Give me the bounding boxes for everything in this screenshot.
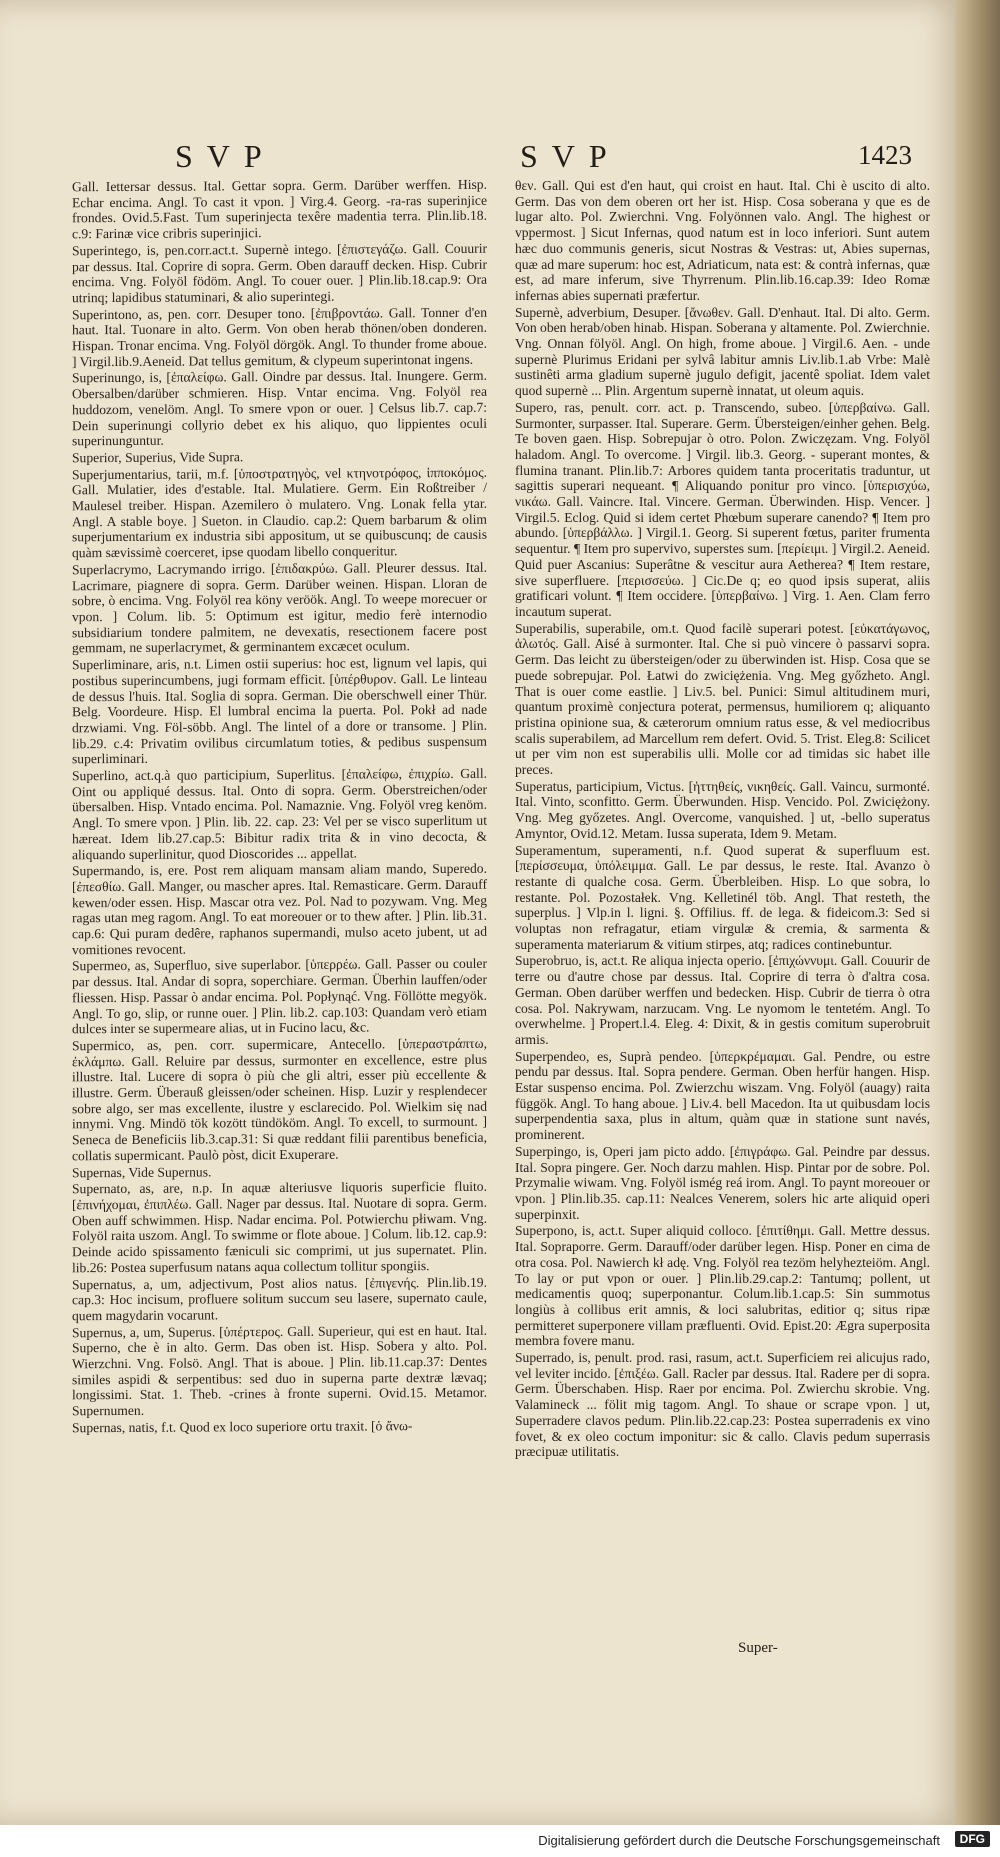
dictionary-entry: Supermico, as, pen. corr. supermicare, Antecello. [ὑπεραστράπτω, ἐκλάμπω. Gall. Reluire par dessus, surmonter en excellence, estre plus illustre. Ital. Lucere di sopra ò più che gli altri, esser più eccellente & illustre. Germ. Überauß gleissen/oder scheinen. Hisp. Luzir y resplendecer sobre algo, ser mas excellente, ilustre y esclarecido. Pol. Wielkim się nad innymi. Vng. Mindö tök kozött tündököm. Angl. To excell, to surmount. ] Seneca de Beneficiis lib.3.cap.31: Si quæ reddant filii parentibus beneficia, collatis supermicant. Paulò pòst, dicit Exuperare. [72, 1035, 487, 1164]
right-column [515, 178, 930, 1461]
dictionary-entry: Superpendeo, es, Suprà pendeo. [ὑπερκρέμαμαι. Gal. Pendre, ou estre pendu par dessus. Ital. Sopra pendere. German. Oben herfür hangen. Hisp. Estar suspenso encima. Pol. Zwierzchu wiszam. Vng. Folyöl (auagy) raita függök. Angl. To hang aboue. ] Liv.4. bell Macedon. Ita ut quibusdam locis superpendentia saxa, plus in altum, quàm quæ in statione sunt navés, prominerent. [515, 1048, 930, 1143]
dictionary-entry: Superlacrymo, Lacrymando irrigo. [ἐπιδακρύω. Gall. Pleurer dessus. Ital. Lacrimare, piagnere di sopra. Germ. Darüber weinen. Hispan. Lloran de sobre, ò encima. Vng. Folyöl rea köny veröök. Angl. To weepe morecuer or vpon. ] Colum. lib. 5: Optimum est igitur, medio ferè internodio subsidiarium tondere palmitem, ne devexatis, resectionem facere post gemmam, ne superlacrymet, & germinantem excæcet oculum. [72, 559, 487, 656]
dictionary-entry: Superlino, act.q.à quo participium, Superlitus. [ἐπαλείφω, ἐπιχρίω. Gall. Oint ou appliqué dessus. Ital. Onto di sopra. Germ. Oberstreichen/oder übersalben. Hisp. Vntado encima. Pol. Namaznie. Vng. Folyöl vreg kenöm. Angl. To smere vpon. ] Plin. lib. 22. cap. 23: Vel per se visco superlitum ut hæreat. Idem lib.27.cap.5: Bibitur radix trita & in vino decocta, & aliquando superlinitur, quod Dioscorides ... appellat. [72, 765, 487, 862]
dictionary-entry: Superpono, is, act.t. Super aliquid colloco. [ἐπιτίθημι. Gall. Mettre dessus. Ital. Sopraporre. Germ. Darauff/oder darüber legen. Hisp. Poner en cima de otra cosa. Pol. Nawierch kł adę. Vng. Folyöl rea tezöm helyhezteiöm. Angl. To lay or put vpon or ouer. ] Plin.lib.29.cap.2: Tantumq; pollent, ut medicamentis quoq; superponantur. Colum.lib.1.cap.5: Sin summotus longiùs à collibus erit amnis, & loci salubritas, editior q; situs ripæ permitteret superponere villam præfluenti. Ovid. Epist.20: Ægra superposita membra fovere manu. [515, 1223, 930, 1349]
running-head-left: SVP [175, 138, 276, 174]
dictionary-entry: Superintono, as, pen. corr. Desuper tono. [ἐπιβροντάω. Gall. Tonner d'en haut. Ital. Tuonare in alto. Germ. Von oben herab thönen/oben donderen. Hispan. Tronar encima. Vng. Folyöl dörgök. Angl. To thunder frome aboue. ] Virgil.lib.9.Aeneid. Dat tellus gemitum, & clypeum superintonat ingens. [72, 304, 487, 370]
dictionary-entry: Superobruo, is, act.t. Re aliqua injecta operio. [ἐπιχώννυμι. Gall. Couurir de terre ou d'autre chose par dessus. Ital. Coprire di terra ò d'altra cosa. German. Oben darüber werffen und bedecken. Hisp. Cubrir de tierra ò otra cosa. Pol. Nakrywam, narzucam. Vng. Le nyomom le tentetém. Angl. To overwhelme. ] Propert.l.4. Eleg. 4: Dixit, & in gestis comitum superobruit armis. [515, 953, 930, 1047]
dictionary-entry: Supermando, is, ere. Post rem aliquam mansam aliam mando, Superedo. [ἐπεσθίω. Gall. Manger, ou mascher apres. Ital. Remasticare. Germ. Darauff kewen/oder essen. Hisp. Mascar otra vez. Pol. Nad to pozywam. Vng. Meg ragas utan meg ragom. Angl. To eat moreouer or to thew after. ] Plin. lib.31. cap.6: Qui puram dedêre, raphanos supermandi, mulso aceto jubent, ut ad vomitiones revocent. [72, 860, 487, 958]
dictionary-entry: Superliminare, aris, n.t. Limen ostii superius: hoc est, lignum vel lapis, qui postibus superincumbens, jugi formam efficit. [ὑπέρθυρον. Gall. Le linteau de dessus l'huis. Ital. Soglia di sopra. German. Die oberschwell einer Thür. Belg. Voordeure. Hisp. El lumbral encima la puerta. Pol. Pokł ad nade drzwiami. Vng. Föl-söbb. Angl. The lintel of a dore or transome. ] Plin. lib.29. c.4: Privatim ovilibus circumlatum toties, & pedibus suspensum superliminari. [72, 654, 487, 767]
dictionary-entry: θεν. Gall. Qui est d'en haut, qui croist en haut. Ital. Chi è uscito di alto. Germ. Das von dem oberen ort her ist. Hisp. Cosa soberana y que es de lugar alto. Pol. Zwierchni. Vng. Folyönnen valo. Angl. The highest or vppermost. ] Sicut Infernas, quod natum est in loco inferiori. Sunt autem hæc duo communis generis, sicut Nostras & Vestras: ut, Abies supernas, quæ ad mare superum: hoc est, Adriaticum, nata est: & contrà infernas, quæ est, ad mare inferum, sive Thyrrenum. Plin.lib.16.cap.39: Ideo Romæ infernas abies supernati præfertur. [515, 178, 930, 303]
dictionary-entry: Supernas, natis, f.t. Quod ex loco superiore ortu traxit. [ὁ ἄνω- [72, 1418, 413, 1436]
dictionary-entry: Superabilis, superabile, om.t. Quod facilè superari potest. [εὐκατάγωνος, ἁλωτός. Gall. Aisé à surmonter. Ital. Che si può vincere ò passarvi sopra. Germ. Das leicht zu übersteigen/oder zu überwinden ist. Hisp. Cosa que se puede sobrepujar. Pol. Łatwi do zwiciężenia. Vng. Meg győzheto. Angl. That is ouer come eastlie. ] Liv.5. bel. Punici: Simul altitudinem muri, quantum proximè conjectura poterat, permensus, humiliorem q; aliquanto pristina opinione sua, & cæterorum omnium ratus esse, & vel mediocribus scalis superabilem, ad Marcellum rem defert. Ovid. 5. Trist. Eleg.8: Scilicet ut per vim non est superabilis ulli. Molle cor ad timidas sic habet ille preces. [515, 620, 930, 778]
footer-bar [0, 1825, 1000, 1857]
dictionary-entry: Superamentum, superamenti, n.f. Quod superat & superfluum est. [περίσσευμα, ὑπόλειμμα. Gall. Le par dessus, le reste. Ital. Avanzo ò restante di qualche cosa. Germ. Überbleiben. Hisp. Lo que sobra, lo restante. Pol. Pozostałek. Vng. Kelletinél töb. Angl. That resteth, the superplus. ] Vlp.in l. ligni. §. Offilius. ff. de lega. & fideicom.3: Sed si voluptas non refragatur, etiam virgulæ & cremia, & sarmenta & superamenta materiarum & vitium stirpes, atq; radices continebuntur. [515, 842, 930, 952]
dictionary-entry: Superior, Superius, Vide Supra. [72, 449, 244, 466]
page-number: 1423 [858, 140, 912, 170]
dictionary-entry: Supero, ras, penult. corr. act. p. Transcendo, subeo. [ὑπερβαίνω. Gall. Surmonter, surpasser. Ital. Superare. Germ. Übersteigen/einher gehen. Belg. Te boven gaen. Hisp. Sobrepujar ò otro. Polon. Zwiczęzam. Vng. Folyöl haladom. Angl. To overcome. ] Virgil. lib.3. Georg. - superant montes, & flumina tranant. Plin.lib.7: Arbores quidem tanta proceritatis traduntur, ut sagittis superari nequeant. ¶ Aliquando ponitur pro vinco. [ὑπερισχύω, νικάω. Gall. Vaincre. Ital. Vincere. German. Überwinden. Hisp. Vencer. ] Virgil.5. Eclog. Quid si idem certet Phœbum superare canendo? ¶ Item pro abundo. [ὑπερβάλλω. ] Virgil.1. Georg. Si superent fœtus, pariter frumenta sequentur. ¶ Item pro supervivo, superstes sum. [περίειμι. ] Virgil.2. Aeneid. Quid puer Ascanius: Superâtne & vescitur aura Aetherea? ¶ Item restare, sive superfluere. [περισσεύω. ] Cic.De q; eo quod ipsis superat, aliis gratificari volunt. ¶ Item occidere. [ὑπερβαίνω. ] Virg. 1. Aen. Clam ferro incautum superat. [515, 399, 930, 619]
dictionary-entry: Gall. Iettersar dessus. Ital. Gettar sopra. Germ. Darüber werffen. Hisp. Echar encima. Angl. To cast it vpon. ] Virg.4. Georg. -ra-ras superinjice frondes. Ovid.5.Fast. Tum superinjecta texêre madentia terra. Plin.lib.18. c.9: Farinæ vice cribris superinjici. [72, 176, 487, 242]
running-head-right: SVP [520, 138, 621, 174]
dictionary-entry: Supernus, a, um, Superus. [ὑπέρτερος. Gall. Superieur, qui est en haut. Ital. Superno, che è in alto. Germ. Das oben ist. Hisp. Sobera y alto. Pol. Wierzchni. Vng. Folsö. Angl. That is aboue. ] Plin. lib.11.cap.37: Dentes similes aspidi & serpentibus: sed duo in superna parte dextræ lævaq; longissimi. Stat. 1. Theb. -crines à fronte superni. Ovid.15. Metamor. Supernumen. [72, 1322, 487, 1419]
dfg-logo: DFG [955, 1831, 990, 1847]
dictionary-entry: Superjumentarius, tarii, m.f. [ὑποστρατηγὸς, vel κτηνοτρόφος, ἱπποκόμος. Gall. Mulatier, ides d'estable. Ital. Mulatiere. Germ. Ein Roßtreiber / Maulesel treiber. Hispan. Azemilero ò mulatero. Vng. Lonak fella ytar. Angl. A stable boye. ] Sueton. in Claudio. cap.2: Quem barbarum & olim superjumentarium ex industria sibi appositum, ut se quibuscunq; de causis quàm sævissimè coerceret, ipse quodam libello conqueritur. [72, 464, 487, 561]
page-edge [955, 0, 1000, 1825]
dictionary-entry: Superintego, is, pen.corr.act.t. Supernè intego. [ἐπιστεγάζω. Gall. Couurir par dessus. Ital. Coprire di sopra. Germ. Oben darauff decken. Hisp. Cubrir encima. Vng. Folyöl födöm. Angl. To couer ouer. ] Plin.lib.18.cap.9: Ora utrinq; lapidibus statuminari, & alio superintegi. [72, 240, 487, 306]
dictionary-entry: Supernè, adverbium, Desuper. [ἄνωθεν. Gall. D'enhaut. Ital. Di alto. Germ. Von oben herab/oben hinab. Hispan. Soberana y altamente. Pol. Zwierchnie. Vng. Onnan fölyöl. Angl. On high, frome aboue. ] Virgil.6. Aen. - unde supernè Plurimus Eridani per sylvâ labitur amnis Liv.lib.1.ab Vrbe: Malè sustinêti arma gladium supernè jugulo defigit, jacentê spoliat. Idem valet quod supernè ... Plin. Argentum supernè innatat, ut oleum aquis. [515, 304, 931, 399]
dictionary-entry: Superpingo, is, Operi jam picto addo. [ἐπιγράφω. Gal. Peindre par dessus. Ital. Sopra pingere. Ger. Noch darzu mahlen. Hisp. Pintar por de sobre. Pol. Przymalie wiwam. Vng. Folyöl ismég reá irom. Angl. To paynt moreouer or vpon. ] Plin.lib.35. cap.11: Nealces Venerem, solers hic arte aliquid operi superpinxit. [515, 1143, 930, 1222]
dictionary-entry: Superinungo, is, [ἐπαλείφω. Gall. Oindre par dessus. Ital. Inungere. Germ. Obersalben/darüber schmieren. Hisp. Vntar encima. Vng. Folyöl rea huddozom, venelöm. Angl. To smere vpon or ouer. ] Celsus lib.7. cap.7: Dein superinungi collyrio debet ex his aliquo, quo lippientes oculi superinunguntur. [72, 368, 487, 449]
dictionary-entry: Superatus, participium, Victus. [ἡττηθείς, νικηθείς. Gall. Vaincu, surmonté. Ital. Vinto, sconfitto. Germ. Überwunden. Hisp. Vencido. Pol. Zwiciężony. Vng. Meg győzetes. Angl. Overcome, vanquished. ] ut, -bello superatus Amyntor, Ovid.12. Metam. Iussa superata, Idem 9. Metam. [515, 778, 930, 841]
catchword: Super- [738, 1640, 778, 1656]
dictionary-entry: Supernato, as, are, n.p. In aquæ alteriusve liquoris superficie fluito. [ἐπινήχομαι, ἐπιπλέω. Gall. Nager par dessus. Ital. Nuotare di sopra. Germ. Oben auff schwimmen. Hisp. Nadar encima. Pol. Potwierchu płiwam. Vng. Folyöl raita uszom. Angl. To swimme or flote aboue. ] Colum. lib.12. cap.9: Deinde acido spissamento fæniculi sic comprimi, ut jus supernatet. Plin. lib.26: Postea superfusum natans aqua collectum tollitur spongiis. [72, 1179, 487, 1276]
dictionary-entry: Supernas, Vide Supernus. [72, 1164, 212, 1180]
left-column [72, 177, 487, 1437]
dictionary-entry: Supermeo, as, Superfluo, sive superlabor. [ὑπερρέω. Gall. Passer ou couler par dessus. Ital. Andar di sopra, soperchiare. German. Überhin lauffen/oder fliessen. Hisp. Passar ò andar encima. Pol. Popłynąć. Vng. Föllötte megyök. Angl. To go, slip, or runne ouer. ] Plin. lib.2. cap.103: Quandam verò etiam dulces inter se supermeare alias, ut in Fucino lacu, &c. [72, 956, 487, 1037]
dictionary-entry: Supernatus, a, um, adjectivum, Post alios natus. [ἐπιγενής. Plin.lib.19. cap.3: Hoc incisum, profluere solitum succum seu lasere, supernato caule, quem magydarin vocarunt. [72, 1274, 487, 1324]
dictionary-entry: Superrado, is, penult. prod. rasi, rasum, act.t. Superficiem rei alicujus rado, vel leviter incido. [ἐπιξέω. Gall. Racler par dessus. Ital. Radere per di sopra. Germ. Überschaben. Hisp. Raer por encima. Pol. Zwierchu skrobie. Vng. Valamineck ... fölit mig tagom. Angl. To shaue or scrape vpon. ] ut, Superradere clavos pedum. Plin.lib.22.cap.23: Postea superradenis ex vino fovet, & ex oleo coctum imponitur: sic & callo. Clavis pedum superrasis præcipuæ utilitatis. [515, 1350, 930, 1460]
footer-text: Digitalisierung gefördert durch die Deutsche Forschungsgemeinschaft [538, 1833, 940, 1848]
